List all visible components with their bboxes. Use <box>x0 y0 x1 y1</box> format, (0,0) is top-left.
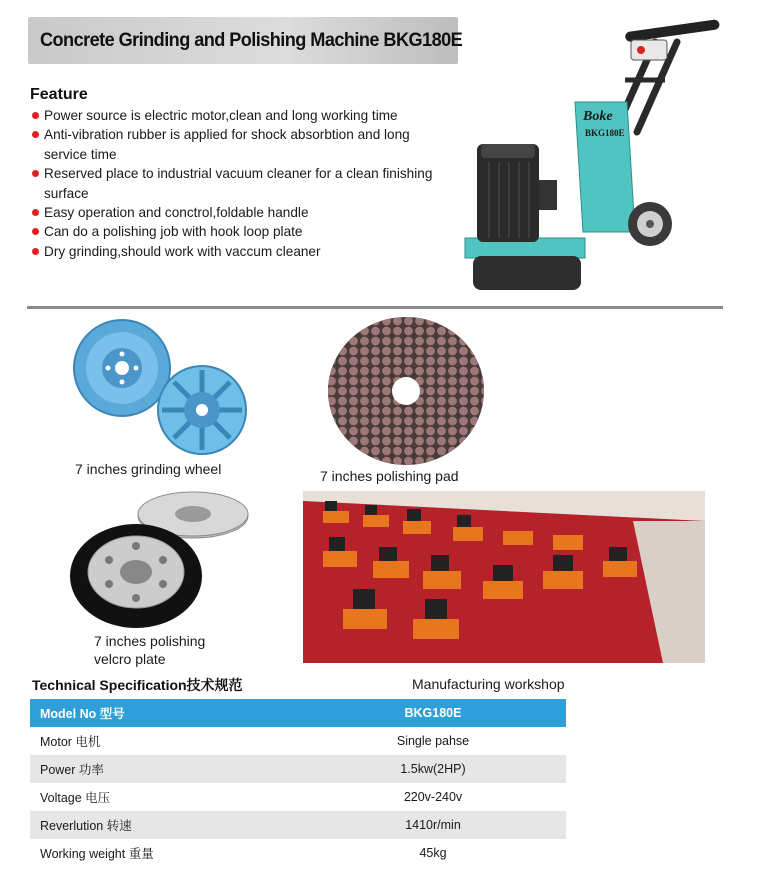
feature-text: Can do a polishing job with hook loop plate <box>44 224 303 240</box>
feature-item <box>32 242 452 261</box>
polishing-pad-caption: 7 inches polishing pad <box>320 468 459 484</box>
velcro-plate-image <box>68 488 258 630</box>
machine-model-label: BKG180E <box>585 128 625 138</box>
feature-text: Anti-vibration rubber is applied for shock absorbtion and long service time <box>44 127 410 162</box>
feature-text: Reserved place to industrial vacuum cleaner for a clean finishing surface <box>44 166 433 201</box>
table-row <box>30 755 566 783</box>
feature-item <box>32 125 452 164</box>
workshop-photo <box>303 491 705 663</box>
spec-header-model: Model No 型号 <box>30 699 300 727</box>
feature-item <box>32 164 452 203</box>
bullet-icon <box>32 131 39 138</box>
spec-header-value: BKG180E <box>300 699 566 727</box>
section-divider <box>27 306 723 309</box>
table-row <box>30 727 566 755</box>
machine-brand-label: Boke <box>583 109 613 124</box>
workshop-caption: Manufacturing workshop <box>412 676 565 692</box>
spec-header-row <box>30 699 566 727</box>
spec-value: 1410r/min <box>300 811 566 839</box>
spec-value: Single pahse <box>396 734 470 748</box>
feature-list <box>32 106 452 261</box>
feature-text: Power source is electric motor,clean and long working time <box>44 108 398 123</box>
grinding-wheel-image <box>72 318 262 460</box>
velcro-plate-caption-line1: 7 inches polishing <box>94 633 206 649</box>
spec-value: 45kg <box>419 846 447 860</box>
spec-label: Motor 电机 <box>40 735 101 749</box>
bullet-icon <box>32 209 39 216</box>
spec-table <box>30 699 566 867</box>
bullet-icon <box>32 228 39 235</box>
polishing-pad-image <box>326 316 486 466</box>
spec-label: Power 功率 <box>30 755 300 783</box>
table-row <box>30 839 566 867</box>
spec-label: Reverlution 转速 <box>30 811 300 839</box>
bullet-icon <box>32 248 39 255</box>
spec-heading: Technical Specification技术规范 <box>32 677 243 693</box>
table-row <box>30 811 566 839</box>
bullet-icon <box>32 112 39 119</box>
spec-value: 220v-240v <box>403 790 463 804</box>
feature-heading: Feature <box>30 86 88 103</box>
bullet-icon <box>32 170 39 177</box>
spec-value: 1.5kw(2HP) <box>300 755 566 783</box>
feature-text: Dry grinding,should work with vaccum cleaner <box>44 243 321 259</box>
spec-label: Working weight 重量 <box>40 847 154 861</box>
spec-label: Voltage 电压 <box>40 791 111 805</box>
page-title: Concrete Grinding and Polishing Machine BKG180E <box>40 29 463 51</box>
title-banner <box>28 17 463 64</box>
feature-item <box>32 203 452 222</box>
table-row <box>30 783 566 811</box>
grinding-wheel-caption: 7 inches grinding wheel <box>75 461 222 477</box>
feature-item <box>32 106 452 125</box>
feature-text: Easy operation and conctrol,foldable handle <box>44 205 309 221</box>
feature-item <box>32 222 452 241</box>
grinding-machine-image <box>455 12 725 297</box>
velcro-plate-caption-line2: velcro plate <box>94 651 166 667</box>
